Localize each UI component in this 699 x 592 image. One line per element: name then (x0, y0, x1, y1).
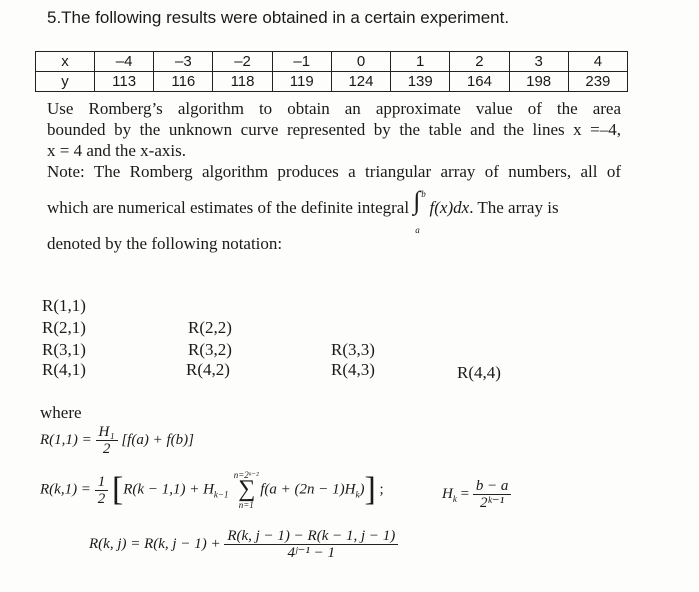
formula-rk1 (40, 470, 384, 510)
f2-separator: ; (379, 481, 384, 498)
f2-inner-sub: k−1 (213, 489, 229, 500)
hk-eq: = (460, 486, 470, 502)
integral-upper: b (421, 189, 426, 199)
f1-num: H₁ (96, 424, 118, 441)
f2-lhs: R(k,1) = (40, 481, 91, 498)
r-4-1: R(4,1) (42, 360, 86, 379)
f2-sum-sub: k (355, 489, 360, 500)
f3-lhs: R(k, j) = R(k, j − 1) + (89, 536, 221, 552)
y-cell: 198 (509, 72, 568, 92)
hk-fraction (473, 478, 512, 511)
x-cell: 2 (450, 52, 509, 72)
integral-lower: a (415, 225, 420, 235)
note-line-2-end: . The array is (469, 198, 559, 217)
question-line-2: bounded by the unknown curve represented by the table and the lines x =–4, (47, 120, 621, 139)
x-cell: –4 (95, 52, 154, 72)
integral-symbol: ∫ (413, 186, 421, 215)
problem-title: 5.The following results were obtained in a certain experiment. (47, 8, 510, 27)
hk-lhs: H (442, 486, 453, 502)
x-cell: 0 (331, 52, 390, 72)
right-bracket: ] (364, 471, 376, 508)
r-2-2: R(2,2) (188, 318, 232, 337)
table-row-x (36, 52, 628, 72)
y-cell: 119 (272, 72, 331, 92)
x-cell: –2 (213, 52, 272, 72)
y-cell: 139 (391, 72, 450, 92)
r-4-3: R(4,3) (331, 360, 375, 379)
y-cell: 113 (95, 72, 154, 92)
f1-fraction (96, 424, 118, 457)
x-cell: 3 (509, 52, 568, 72)
sigma-symbol: ∑ (238, 476, 256, 502)
formula-rkj (89, 528, 398, 561)
left-bracket: [ (111, 471, 124, 508)
r-4-2: R(4,2) (186, 360, 230, 379)
sum-block (232, 470, 260, 510)
note-line-1: Note: The Romberg algorithm produces a triangular array of numbers, all of (47, 162, 621, 181)
note-line-3: denoted by the following notation: (47, 234, 283, 253)
f2-fraction (95, 474, 109, 507)
y-header: y (36, 72, 95, 92)
f2-sum-close: ) (359, 481, 365, 498)
r-3-3: R(3,3) (331, 340, 375, 359)
x-header: x (36, 52, 95, 72)
sum-upper: n=2ᵏ⁻² (233, 470, 259, 480)
r-4-4: R(4,4) (457, 363, 501, 382)
y-cell: 239 (568, 72, 627, 92)
question-line-1: Use Romberg’s algorithm to obtain an approximate value of the area (47, 99, 621, 118)
f3-fraction (224, 528, 398, 561)
r-1-1: R(1,1) (42, 296, 86, 315)
hk-den: 2ᵏ⁻¹ (480, 495, 505, 511)
sum-lower: n=1 (238, 500, 254, 510)
f2-sum-body: f(a + (2n − 1)H (260, 481, 356, 498)
y-cell: 164 (450, 72, 509, 92)
y-cell: 124 (331, 72, 390, 92)
data-table (35, 51, 628, 92)
f1-den: 2 (102, 441, 111, 457)
f2-num: 1 (95, 474, 109, 491)
x-cell: –3 (154, 52, 213, 72)
f3-num: R(k, j − 1) − R(k − 1, j − 1) (224, 528, 398, 545)
where-label: where (40, 403, 82, 422)
x-cell: 1 (391, 52, 450, 72)
r-2-1: R(2,1) (42, 318, 86, 337)
f2-inner: R(k − 1,1) + H (123, 481, 214, 498)
f3-den: 4ʲ⁻¹ − 1 (287, 545, 336, 561)
integrand: f(x)dx (429, 198, 470, 217)
f1-lhs: R(1,1) = (40, 431, 92, 448)
y-cell: 116 (154, 72, 213, 92)
hk-num: b − a (473, 478, 512, 495)
f1-rhs: [f(a) + f(b)] (121, 431, 194, 448)
note-line-2 (47, 186, 559, 235)
hk-sub: k (452, 493, 457, 504)
integral-sign (413, 186, 426, 235)
formula-r11 (40, 424, 194, 457)
y-cell: 118 (213, 72, 272, 92)
f2-den: 2 (97, 490, 106, 507)
x-cell: 4 (568, 52, 627, 72)
question-line-3: x = 4 and the x-axis. (47, 141, 186, 160)
formula-hk (442, 478, 511, 511)
table-row-y (36, 72, 628, 92)
x-cell: –1 (272, 52, 331, 72)
note-line-2-text: which are numerical estimates of the definite integral (47, 198, 410, 217)
r-3-1: R(3,1) (42, 340, 86, 359)
r-3-2: R(3,2) (188, 340, 232, 359)
